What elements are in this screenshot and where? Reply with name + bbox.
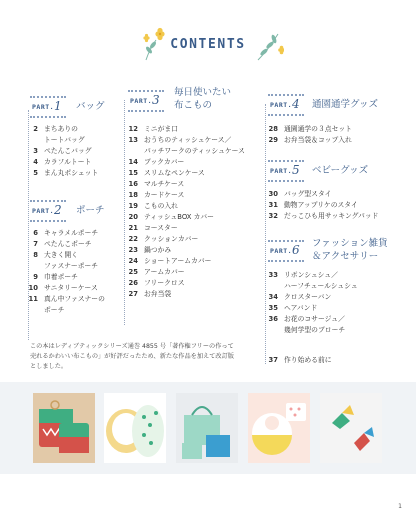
list-item[interactable]: 16 マルチケース xyxy=(128,180,185,188)
list-item[interactable]: 12 ミニがま口 xyxy=(128,125,178,133)
list-item[interactable]: 2 まちありの xyxy=(33,125,78,133)
list-item[interactable]: 8 大きく開く xyxy=(33,251,78,259)
part-tag: PART. 5 xyxy=(268,160,304,182)
list-item[interactable]: ファスナーポーチ xyxy=(44,262,99,270)
photo-strip xyxy=(0,382,416,474)
list-item[interactable]: 26 フリークロス xyxy=(128,279,185,287)
list-item[interactable]: ポーチ xyxy=(44,306,65,314)
list-item[interactable]: 30 バッグ型スタイ xyxy=(268,190,332,198)
list-item[interactable]: 11 真ん中ファスナーの xyxy=(28,295,105,303)
part-title: ベビーグッズ xyxy=(312,165,369,176)
list-item[interactable]: 34 クロスターバン xyxy=(268,293,332,301)
list-item[interactable]: 3 ぺたんこバッグ xyxy=(33,147,92,155)
part-3-list xyxy=(124,124,245,300)
list-item[interactable]: 31 動物アップリケのスタイ xyxy=(268,201,358,209)
list-item[interactable]: パッチワークのティッシュケース xyxy=(144,147,245,155)
part-tag: PART. 1 xyxy=(30,96,66,118)
part-title: ポーチ xyxy=(76,205,105,216)
list-item[interactable]: 5 まん丸ポシェット xyxy=(33,169,99,177)
list-item[interactable]: 4 カラフルトート xyxy=(33,158,92,166)
publication-note: この本はレディブティックシリーズ通巻 4855 号「著作権フリーの作って売れるかわいい布こもの」が好評だったため、新たな作品を加えて改訂版としました。 xyxy=(30,343,234,370)
pouch-photo xyxy=(33,393,95,463)
list-item[interactable]: 23 鍋つかみ xyxy=(128,246,172,254)
list-item[interactable]: 6 キャラメルポーチ xyxy=(33,229,99,237)
page-number: 1 xyxy=(398,503,402,510)
part-3-header xyxy=(128,87,258,112)
list-item[interactable]: 14 ブックカバー xyxy=(128,158,185,166)
part-tag: PART. 2 xyxy=(30,200,66,222)
extra-list xyxy=(264,355,332,366)
list-item[interactable]: 19 こもの入れ xyxy=(128,202,178,210)
list-item[interactable]: 24 ショートアームカバー xyxy=(128,257,212,265)
list-item[interactable]: 18 カードケース xyxy=(128,191,185,199)
list-item[interactable]: 7 ぺたんこポーチ xyxy=(33,240,92,248)
part-1-list xyxy=(24,124,98,179)
list-item[interactable]: ハーフチュールシュシュ xyxy=(284,282,358,290)
list-item[interactable]: 36 お花のコサージュ／ xyxy=(268,315,345,323)
list-item[interactable]: 33 リボンシュシュ／ xyxy=(268,271,338,279)
list-item[interactable]: 9 巾着ポーチ xyxy=(33,273,78,281)
list-item[interactable]: 幾何学型のブローチ xyxy=(284,326,346,334)
list-item[interactable]: 22 クッションカバー xyxy=(128,235,199,243)
page-title: CONTENTS xyxy=(170,37,246,52)
list-item[interactable]: 20 ティッシュBOX カバー xyxy=(128,213,214,221)
part-2-list xyxy=(24,228,105,316)
part-title: バッグ xyxy=(76,101,105,112)
part-5-list xyxy=(264,189,378,222)
part-tag: PART. 4 xyxy=(268,94,304,116)
list-item[interactable]: トートバッグ xyxy=(44,136,85,144)
part-6-header xyxy=(268,240,408,262)
basket-photo xyxy=(104,393,166,463)
list-item[interactable]: 13 おうちのティッシュケース／ xyxy=(128,136,232,144)
list-item[interactable]: 29 お弁当袋＆コップ入れ xyxy=(268,136,352,144)
part-5-header xyxy=(268,160,408,182)
list-item[interactable]: 28 通園通学の３点セット xyxy=(268,125,352,133)
title-area xyxy=(130,26,286,62)
part-tag: PART. 3 xyxy=(128,90,164,112)
list-item[interactable]: 32 だっこひも用サッキングパッド xyxy=(268,212,379,220)
list-item[interactable]: 15 スリムなペンケース xyxy=(128,169,205,177)
list-item[interactable]: 10 サニタリーケース xyxy=(28,284,98,292)
lunch-bag-photo xyxy=(176,393,238,463)
list-item[interactable]: 35 ヘアバンド xyxy=(268,304,318,312)
part-6-list xyxy=(264,270,358,336)
list-item[interactable]: 21 コースター xyxy=(128,224,178,232)
part-title: 毎日使いたい 布こもの xyxy=(174,87,232,111)
list-item[interactable]: 37 作り始める前に xyxy=(268,356,332,364)
part-4-list xyxy=(264,124,352,146)
list-item[interactable]: 27 お弁当袋 xyxy=(128,290,172,298)
leaf-decoration-icon xyxy=(254,28,284,62)
baby-bib-photo xyxy=(248,393,310,463)
part-4-header xyxy=(268,94,408,116)
part-tag: PART. 6 xyxy=(268,240,304,262)
part-title: 通園通学グッズ xyxy=(312,99,379,110)
list-item[interactable]: 25 アームカバー xyxy=(128,268,185,276)
part-title: ファッション雑貨 ＆アクセサリー xyxy=(312,238,388,262)
brooch-photo xyxy=(320,393,382,463)
